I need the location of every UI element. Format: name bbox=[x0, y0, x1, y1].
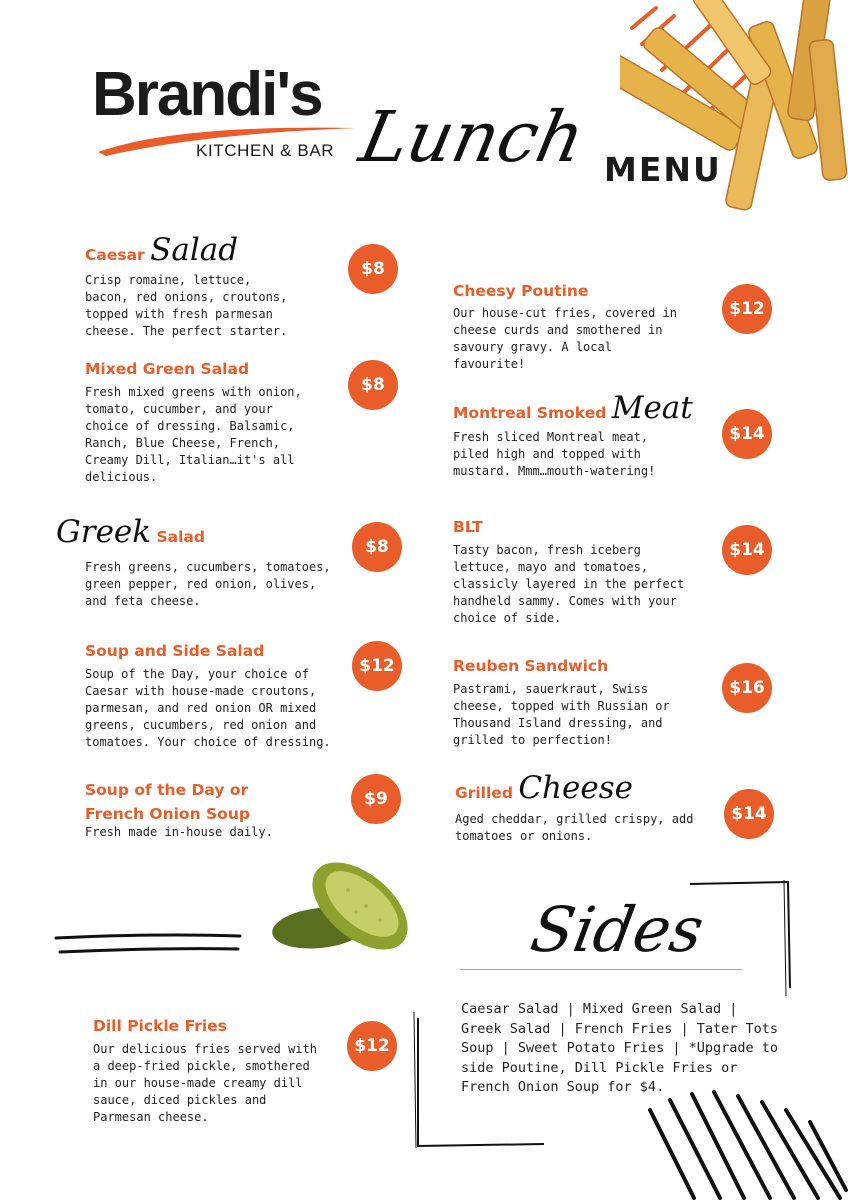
menu-item-desc: Aged cheddar, grilled crispy, add tomatoes or onions. bbox=[455, 812, 694, 843]
price-badge: $14 bbox=[724, 789, 774, 839]
price-badge: $14 bbox=[722, 525, 772, 575]
pickle-image bbox=[270, 850, 415, 960]
title-script-accent: Greek bbox=[56, 514, 152, 550]
price-badge: $14 bbox=[722, 409, 772, 459]
french-fries-image bbox=[620, 0, 848, 232]
title-script-accent: Meat bbox=[611, 390, 693, 426]
brand-logo: Brandi's bbox=[92, 60, 322, 129]
price-badge: $12 bbox=[722, 284, 772, 334]
menu-item-desc: Soup of the Day, your choice of Caesar with house-made croutons, parmesan, and red onion OR mixed greens, cucumbers, red onion and tomatoes. Your choice of dressing. bbox=[85, 667, 331, 749]
sides-list: Caesar Salad | Mixed Green Salad | Greek Salad | French Fries | Tater Tots Soup | Sweet Potato Fries | *Upgrade to side Poutine, Dill Pickle Fries or French Onion Soup for $4. bbox=[461, 1001, 778, 1095]
menu-item-desc: Fresh mixed greens with onion, tomato, cucumber, and your choice of dressing. Balsamic, Ranch, Blue Cheese, French, Creamy Dill, Italian…it's all delicious. bbox=[85, 385, 302, 484]
brush-stroke-lines bbox=[54, 928, 244, 958]
menu-item-title: Greek Salad bbox=[56, 514, 205, 550]
menu-item-desc: Pastrami, sauerkraut, Swiss cheese, topped with Russian or Thousand Island dressing, and grilled to perfection! bbox=[453, 682, 670, 747]
menu-item-desc: Fresh made in-house daily. bbox=[85, 825, 273, 839]
brand-subtitle: KITCHEN & BAR bbox=[196, 141, 335, 160]
price-badge: $12 bbox=[352, 641, 402, 691]
sides-title: Sides bbox=[525, 893, 709, 966]
menu-item-desc: Fresh sliced Montreal meat, piled high and topped with mustard. Mmm…mouth-watering! bbox=[453, 430, 656, 478]
menu-item-title: Reuben Sandwich bbox=[453, 657, 609, 675]
menu-item-title: Mixed Green Salad bbox=[85, 360, 250, 378]
title-script-accent: Salad bbox=[150, 232, 239, 268]
price-badge: $16 bbox=[722, 663, 772, 713]
price-badge: $12 bbox=[347, 1021, 397, 1071]
menu-item-desc: Crisp romaine, lettuce, bacon, red onions, croutons, topped with fresh parmesan cheese. The perfect starter. bbox=[85, 273, 288, 338]
sides-divider bbox=[460, 969, 742, 970]
menu-item-title: Grilled Cheese bbox=[455, 770, 633, 806]
headline-menu: MENU bbox=[604, 150, 722, 189]
menu-item-title: Soup and Side Salad bbox=[85, 642, 265, 660]
price-badge: $8 bbox=[348, 244, 398, 294]
title-script-accent: Cheese bbox=[518, 770, 633, 806]
menu-item-title: Dill Pickle Fries bbox=[93, 1017, 227, 1035]
price-badge: $8 bbox=[352, 522, 402, 572]
price-badge: $8 bbox=[348, 360, 398, 410]
brush-stroke-decoration bbox=[630, 1086, 848, 1200]
menu-item-title: Montreal Smoked Meat bbox=[453, 390, 693, 426]
menu-item-desc: Fresh greens, cucumbers, tomatoes, green pepper, red onion, olives, and feta cheese. bbox=[85, 560, 331, 608]
menu-item-desc: Our house-cut fries, covered in cheese curds and smothered in savoury gravy. A local favourite! bbox=[453, 306, 677, 371]
menu-item-title: Cheesy Poutine bbox=[453, 282, 589, 300]
menu-item-title: Caesar Salad bbox=[85, 232, 239, 268]
headline-script: Lunch bbox=[353, 96, 592, 178]
menu-item-title: BLT bbox=[453, 518, 483, 536]
menu-item-title: Soup of the Day or French Onion Soup bbox=[85, 781, 250, 823]
price-badge: $9 bbox=[351, 774, 401, 824]
menu-item-desc: Our delicious fries served with a deep-fried pickle, smothered in our house-made creamy dill sauce, diced pickles and Parmesan cheese. bbox=[93, 1042, 317, 1124]
menu-item-desc: Tasty bacon, fresh iceberg lettuce, mayo and tomatoes, classicly layered in the perfect handheld sammy. Comes with your choice of side. bbox=[453, 543, 685, 625]
